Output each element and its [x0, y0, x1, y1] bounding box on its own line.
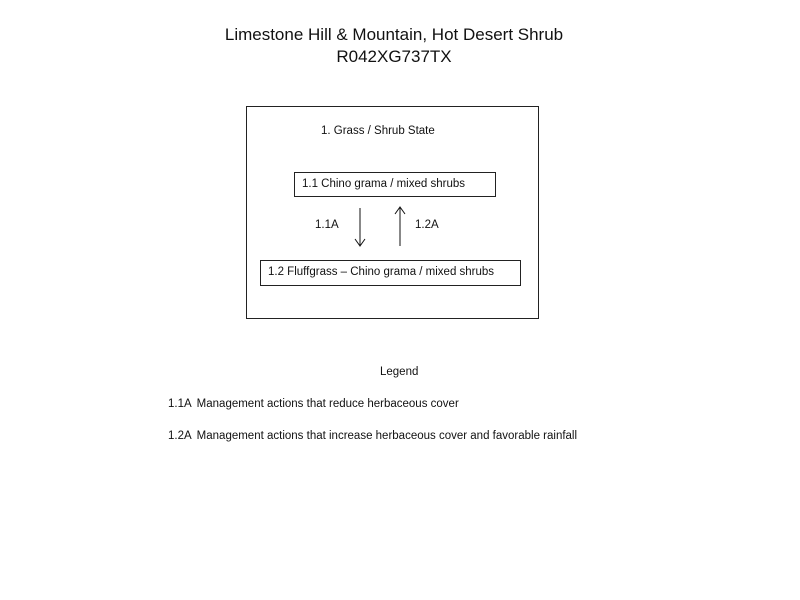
legend-item: [168, 430, 577, 442]
legend-item: [168, 398, 459, 410]
diagram-title: Limestone Hill & Mountain, Hot Desert Shrub: [224, 25, 564, 44]
legend-title: Legend: [380, 366, 419, 378]
community-box-1-2: [260, 260, 521, 286]
diagram-id: R042XG737TX: [336, 47, 452, 66]
legend-code: 1.1A: [168, 398, 192, 410]
state-box: [246, 106, 539, 319]
state-label: 1. Grass / Shrub State: [321, 125, 435, 137]
community-label-1-1: 1.1 Chino grama / mixed shrubs: [302, 178, 465, 190]
transition-label-1-1a: 1.1A: [315, 219, 339, 231]
community-label-1-2: 1.2 Fluffgrass – Chino grama / mixed shrubs: [268, 266, 495, 278]
legend-text: Management actions that increase herbaceous cover and favorable rainfall: [196, 430, 578, 442]
legend-text: Management actions that reduce herbaceous cover: [196, 398, 459, 410]
transition-label-1-2a: 1.2A: [415, 219, 439, 231]
legend-code: 1.2A: [168, 430, 192, 442]
community-box-1-1: [294, 172, 496, 197]
